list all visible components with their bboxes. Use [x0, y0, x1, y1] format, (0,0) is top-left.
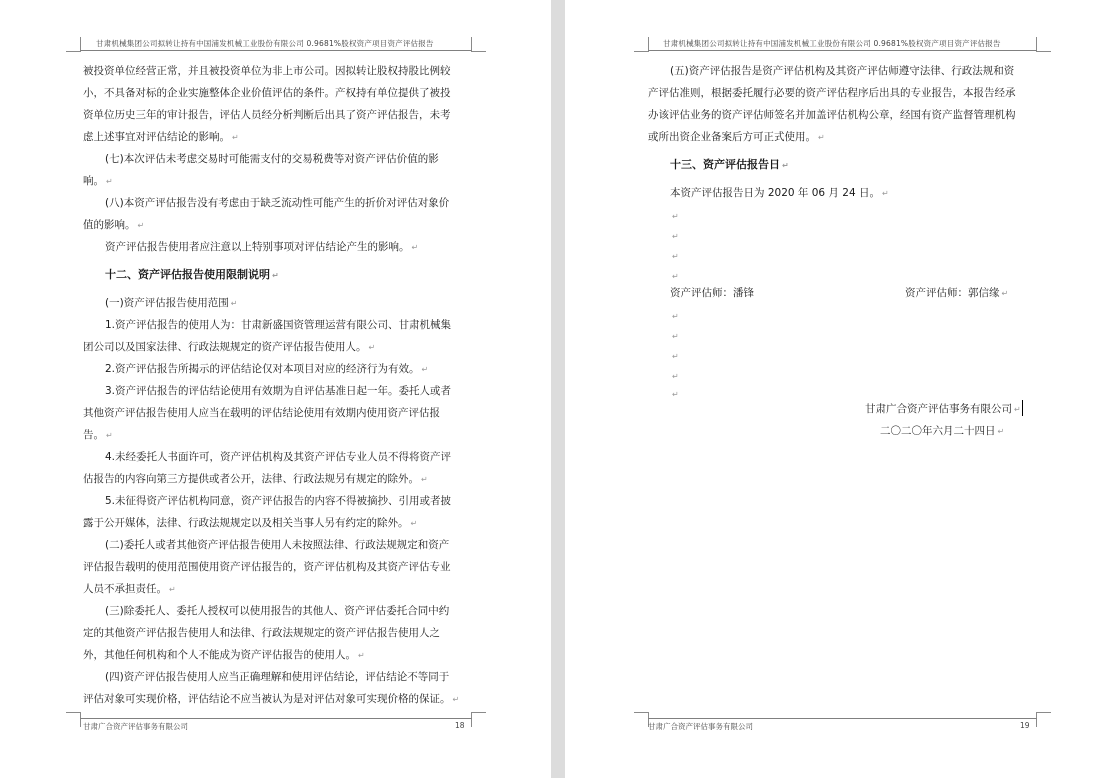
page-footer: 甘肃广合资产评估事务有限公司 [648, 722, 753, 731]
text-line: (八)本资产评估报告没有考虑由于缺乏流动性可能产生的折价对评估对象价 [105, 197, 450, 209]
text-line: 资单位历史三年的审计报告，评估人员经分析判断后出具了资产评估报告，未考 [83, 109, 451, 121]
paragraph-mark-icon: ↵ [672, 252, 679, 261]
paragraph-mark-icon: ↵ [272, 271, 279, 280]
page-header: 甘肃机械集团公司拟转让持有中国浦发机械工业股份有限公司 0.9681%股权资产项目资产评估报告 [663, 39, 1001, 48]
paragraph-mark-icon: ↵ [421, 475, 428, 484]
text-line: 资产评估师：郭信缘 ↵ [905, 287, 1009, 299]
text-line: 虑上述事宜对评估结论的影响。 ↵ [83, 131, 239, 143]
paragraph-mark-icon: ↵ [358, 651, 365, 660]
page-number: 18 [455, 721, 465, 730]
paragraph-mark-icon: ↵ [672, 332, 679, 341]
text-line: 小，不具备对标的企业实施整体企业价值评估的条件。产权持有单位提供了被投 [83, 87, 451, 99]
paragraph-mark-icon: ↵ [411, 243, 419, 252]
text-cursor [1022, 400, 1023, 416]
paragraph-mark-icon: ↵ [410, 519, 418, 528]
page-footer: 甘肃广合资产评估事务有限公司 [83, 722, 188, 731]
text-line: 定的其他资产评估报告使用人和法律、行政法规规定的资产评估报告使用人之 [83, 627, 440, 639]
text-line: (二)委托人或者其他资产评估报告使用人未按照法律、行政法规规定和资产 [105, 539, 450, 551]
corner-mark [471, 37, 486, 52]
text-line: 资产评估师：潘锋 [670, 287, 754, 299]
text-line: 露于公开媒体，法律、行政法规规定以及相关当事人另有约定的除外。 ↵ [83, 517, 418, 529]
text-line: 1.资产评估报告的使用人为：甘肃新盛国资管理运营有限公司、甘肃机械集 [105, 319, 452, 331]
footer-rule [80, 718, 472, 719]
paragraph-mark-icon: ↵ [881, 189, 889, 198]
paragraph-mark-icon: ↵ [452, 695, 460, 704]
text-line: (七)本次评估未考虑交易时可能需支付的交易税费等对资产评估价值的影 [105, 153, 439, 165]
corner-mark [471, 712, 486, 727]
text-line: 告。 ↵ [83, 429, 113, 441]
paragraph-mark-icon: ↵ [672, 272, 679, 281]
paragraph-mark-icon: ↵ [672, 312, 679, 321]
corner-mark [1036, 37, 1051, 52]
text-line: 估报告的内容向第三方提供或者公开，法律、行政法规另有规定的除外。 ↵ [83, 473, 428, 485]
paragraph-mark-icon: ↵ [818, 133, 825, 142]
section-heading: 十二、资产评估报告使用限制说明 ↵ [105, 268, 279, 281]
text-line: 响。 ↵ [83, 175, 113, 187]
header-rule [648, 50, 1037, 51]
text-line: 资产评估报告使用者应注意以上特别事项对评估结论产生的影响。 ↵ [105, 241, 419, 253]
text-line: 值的影响。 ↵ [83, 219, 145, 231]
header-rule [80, 50, 472, 51]
text-line: 或所出资企业备案后方可正式使用。 ↵ [648, 131, 825, 143]
text-line: (四)资产评估报告使用人应当正确理解和使用评估结论，评估结论不等同于 [105, 671, 450, 683]
text-line: 3.资产评估报告的评估结论使用有效期为自评估基准日起一年。委托人或者 [105, 385, 452, 397]
page-header: 甘肃机械集团公司拟转让持有中国浦发机械工业股份有限公司 0.9681%股权资产项目资产评估报告 [96, 39, 434, 48]
text-line: 办该评估业务的资产评估师签名并加盖评估机构公章，经国有资产监督管理机构 [648, 109, 1016, 121]
text-line: 团公司以及国家法律、行政法规规定的资产评估报告使用人。 ↵ [83, 341, 376, 353]
text-line: 人员不承担责任。 ↵ [83, 583, 176, 595]
footer-rule [648, 718, 1037, 719]
paragraph-mark-icon: ↵ [1001, 289, 1009, 298]
paragraph-mark-icon: ↵ [672, 390, 679, 399]
paragraph-mark-icon: ↵ [230, 299, 238, 308]
text-line: 评估报告载明的使用范围使用资产评估报告的，资产评估机构及其资产评估专业 [83, 561, 451, 573]
text-line: (三)除委托人、委托人授权可以使用报告的其他人、资产评估委托合同中约 [105, 605, 450, 617]
paragraph-mark-icon: ↵ [782, 161, 789, 170]
corner-mark [66, 37, 81, 52]
text-line: 甘肃广合资产评估事务有限公司 ↵ [865, 403, 1021, 415]
text-line: (一)资产评估报告使用范围 ↵ [105, 297, 238, 309]
paragraph-mark-icon: ↵ [997, 427, 1005, 436]
paragraph-mark-icon: ↵ [169, 585, 176, 594]
text-line: 2.资产评估报告所揭示的评估结论仅对本项目对应的经济行为有效。 ↵ [105, 363, 429, 375]
text-line: 本资产评估报告日为 2020 年 06 月 24 日。 ↵ [670, 187, 889, 199]
paragraph-mark-icon: ↵ [672, 372, 679, 381]
page-number: 19 [1020, 721, 1030, 730]
paragraph-mark-icon: ↵ [368, 343, 376, 352]
text-line: 其他资产评估报告使用人应当在载明的评估结论使用有效期内使用资产评估报 [83, 407, 440, 419]
paragraph-mark-icon: ↵ [137, 221, 145, 230]
text-line: 评估对象可实现价格，评估结论不应当被认为是对评估对象可实现价格的保证。 ↵ [83, 693, 460, 705]
corner-mark [1036, 712, 1051, 727]
paragraph-mark-icon: ↵ [421, 365, 429, 374]
paragraph-mark-icon: ↵ [1014, 405, 1021, 414]
paragraph-mark-icon: ↵ [232, 133, 239, 142]
text-line: (五)资产评估报告是资产评估机构及其资产评估师遵守法律、行政法规和资 [670, 65, 1015, 77]
corner-mark [634, 712, 649, 727]
text-line: 产评估准则，根据委托履行必要的资产评估程序后出具的专业报告，本报告经承 [648, 87, 1016, 99]
page-gap [551, 0, 565, 778]
paragraph-mark-icon: ↵ [672, 232, 679, 241]
paragraph-mark-icon: ↵ [672, 212, 679, 221]
text-line: 外，其他任何机构和个人不能成为资产评估报告的使用人。 ↵ [83, 649, 365, 661]
paragraph-mark-icon: ↵ [672, 352, 679, 361]
text-line: 二〇二〇年六月二十四日 ↵ [880, 425, 1005, 437]
paragraph-mark-icon: ↵ [106, 177, 113, 186]
corner-mark [66, 712, 81, 727]
section-heading: 十三、资产评估报告日 ↵ [670, 158, 789, 171]
text-line: 5.未征得资产评估机构同意，资产评估报告的内容不得被摘抄、引用或者披 [105, 495, 452, 507]
corner-mark [634, 37, 649, 52]
text-line: 4.未经委托人书面许可，资产评估机构及其资产评估专业人员不得将资产评 [105, 451, 452, 463]
text-line: 被投资单位经营正常，并且被投资单位为非上市公司。因拟转让股权持股比例较 [83, 65, 451, 77]
paragraph-mark-icon: ↵ [106, 431, 113, 440]
